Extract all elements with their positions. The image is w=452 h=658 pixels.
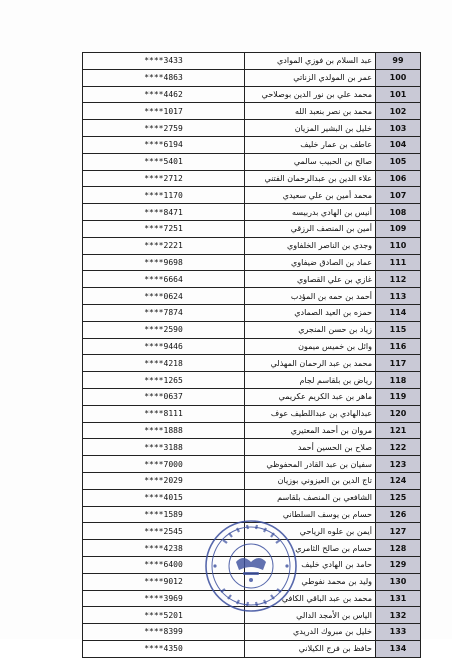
name-cell: عبدالهادي بن عبداللطيف عوف (245, 405, 376, 422)
table-row (83, 372, 421, 389)
value-cell: ****4238 (83, 540, 245, 557)
number-cell: 100 (376, 69, 421, 86)
table-row (83, 120, 421, 137)
name-cell: غازي بن علي القصاوي (245, 271, 376, 288)
value-cell: ****0624 (83, 288, 245, 305)
name-cell: وائل بن خميس ميمون (245, 338, 376, 355)
value-cell: ****6400 (83, 556, 245, 573)
number-cell: 112 (376, 271, 421, 288)
value-cell: ****9446 (83, 338, 245, 355)
name-cell: سفيان بن عبد القادر المحفوظي (245, 456, 376, 473)
value-cell: ****6664 (83, 271, 245, 288)
value-cell: ****8111 (83, 405, 245, 422)
name-cell: عماد بن الصادق ضيفاوي (245, 254, 376, 271)
table-row (83, 136, 421, 153)
number-cell: 113 (376, 288, 421, 305)
name-cell: أنيس بن الهادي بدربيسه (245, 204, 376, 221)
number-cell: 111 (376, 254, 421, 271)
name-cell: مروان بن أحمد المعتيري (245, 422, 376, 439)
name-cell: رياض بن بلقاسم لجام (245, 372, 376, 389)
table-row (83, 204, 421, 221)
value-cell: ****2545 (83, 523, 245, 540)
number-cell: 133 (376, 624, 421, 641)
name-cell: عاطف بن عمار خليف (245, 136, 376, 153)
number-cell: 114 (376, 304, 421, 321)
table-row (83, 489, 421, 506)
value-cell: ****4350 (83, 640, 245, 657)
name-cell: حامد بن الهادي خليف (245, 556, 376, 573)
value-cell: ****0637 (83, 388, 245, 405)
name-cell: عبد السلام بن فوزي الموادي (245, 53, 376, 70)
name-cell: محمد بن عبد الرحمان المهذلي (245, 355, 376, 372)
name-cell: أيمن بن علوه الرياحي (245, 523, 376, 540)
number-cell: 102 (376, 103, 421, 120)
name-cell: زياد بن حسن المنجري (245, 321, 376, 338)
number-cell: 123 (376, 456, 421, 473)
number-cell: 130 (376, 573, 421, 590)
value-cell: ****1265 (83, 372, 245, 389)
table-row (83, 237, 421, 254)
table-row (83, 86, 421, 103)
table-row (83, 69, 421, 86)
value-cell: ****4863 (83, 69, 245, 86)
number-cell: 105 (376, 153, 421, 170)
number-cell: 129 (376, 556, 421, 573)
table-row (83, 103, 421, 120)
number-cell: 126 (376, 506, 421, 523)
table-row (83, 338, 421, 355)
name-cell: صالح بن الحبيب سالمي (245, 153, 376, 170)
value-cell: ****5401 (83, 153, 245, 170)
name-cell: تاج الدين بن العيزوني بوزيان (245, 472, 376, 489)
name-cell: حسام بن يوسف السلطاني (245, 506, 376, 523)
number-cell: 101 (376, 86, 421, 103)
number-cell: 107 (376, 187, 421, 204)
name-cell: محمد أمين بن علي سعيدي (245, 187, 376, 204)
number-cell: 108 (376, 204, 421, 221)
value-cell: ****6194 (83, 136, 245, 153)
table-row (83, 170, 421, 187)
value-cell: ****2712 (83, 170, 245, 187)
number-cell: 116 (376, 338, 421, 355)
name-cell: أمين بن المنصف الرزقي (245, 220, 376, 237)
table-row (83, 355, 421, 372)
table-row (83, 153, 421, 170)
table-row (83, 271, 421, 288)
table-row (83, 53, 421, 70)
number-cell: 132 (376, 607, 421, 624)
number-cell: 117 (376, 355, 421, 372)
value-cell: ****8399 (83, 624, 245, 641)
value-cell: ****5201 (83, 607, 245, 624)
table-row (83, 624, 421, 641)
value-cell: ****2759 (83, 120, 245, 137)
table-row (83, 422, 421, 439)
name-cell: خليل بن مبروك الدريدي (245, 624, 376, 641)
name-cell: خليل بن البشير المزيان (245, 120, 376, 137)
table-row (83, 472, 421, 489)
number-cell: 134 (376, 640, 421, 657)
number-cell: 106 (376, 170, 421, 187)
value-cell: ****1888 (83, 422, 245, 439)
number-cell: 99 (376, 53, 421, 70)
name-cell: أحمد بن حمه بن المؤدب (245, 288, 376, 305)
number-cell: 109 (376, 220, 421, 237)
table-row (83, 304, 421, 321)
name-cell: وجدي بن الناصر الخلفاوي (245, 237, 376, 254)
official-stamp-seal (203, 518, 299, 614)
name-cell: محمد بن عبد الباقي الكافي (245, 590, 376, 607)
number-cell: 124 (376, 472, 421, 489)
table-row (83, 439, 421, 456)
name-cell: محمد بن نصر بنعبد الله (245, 103, 376, 120)
name-cell: علاء الدين بن عبدالرحمان الفتني (245, 170, 376, 187)
number-cell: 128 (376, 540, 421, 557)
number-cell: 118 (376, 372, 421, 389)
number-cell: 115 (376, 321, 421, 338)
name-cell: حسام بن صالح الثامري (245, 540, 376, 557)
value-cell: ****1170 (83, 187, 245, 204)
value-cell: ****4218 (83, 355, 245, 372)
table-row (83, 254, 421, 271)
number-cell: 103 (376, 120, 421, 137)
value-cell: ****9698 (83, 254, 245, 271)
table-row (83, 187, 421, 204)
table-row (83, 456, 421, 473)
value-cell: ****1589 (83, 506, 245, 523)
name-cell: حمزه بن العيد الصمادي (245, 304, 376, 321)
number-cell: 121 (376, 422, 421, 439)
number-cell: 104 (376, 136, 421, 153)
table-row (83, 321, 421, 338)
value-cell: ****4015 (83, 489, 245, 506)
number-cell: 125 (376, 489, 421, 506)
number-cell: 120 (376, 405, 421, 422)
value-cell: ****2590 (83, 321, 245, 338)
name-cell: محمد علي بن نور الدين بوصلاحي (245, 86, 376, 103)
table-row (83, 220, 421, 237)
value-cell: ****8471 (83, 204, 245, 221)
name-cell: وليد بن محمد نفوطي (245, 573, 376, 590)
value-cell: ****3188 (83, 439, 245, 456)
value-cell: ****2029 (83, 472, 245, 489)
number-cell: 131 (376, 590, 421, 607)
number-cell: 110 (376, 237, 421, 254)
name-cell: الشافعي بن المنصف بلقاسم (245, 489, 376, 506)
number-cell: 119 (376, 388, 421, 405)
name-cell: الياس بن الأمجد الدالي (245, 607, 376, 624)
value-cell: ****2221 (83, 237, 245, 254)
value-cell: ****7874 (83, 304, 245, 321)
value-cell: ****3433 (83, 53, 245, 70)
number-cell: 122 (376, 439, 421, 456)
name-cell: عمر بن المولدي الزناتي (245, 69, 376, 86)
value-cell: ****4462 (83, 86, 245, 103)
table-row (83, 288, 421, 305)
value-cell: ****7251 (83, 220, 245, 237)
table-row (83, 405, 421, 422)
table-row (83, 388, 421, 405)
name-cell: حافظ بن فرج الكيلاني (245, 640, 376, 657)
value-cell: ****7000 (83, 456, 245, 473)
value-cell: ****9012 (83, 573, 245, 590)
value-cell: ****1017 (83, 103, 245, 120)
value-cell: ****3969 (83, 590, 245, 607)
number-cell: 127 (376, 523, 421, 540)
table-row (83, 640, 421, 657)
name-cell: ماهر بن عبد الكريم عكريمي (245, 388, 376, 405)
name-cell: صلاح بن الحسين أحمد (245, 439, 376, 456)
